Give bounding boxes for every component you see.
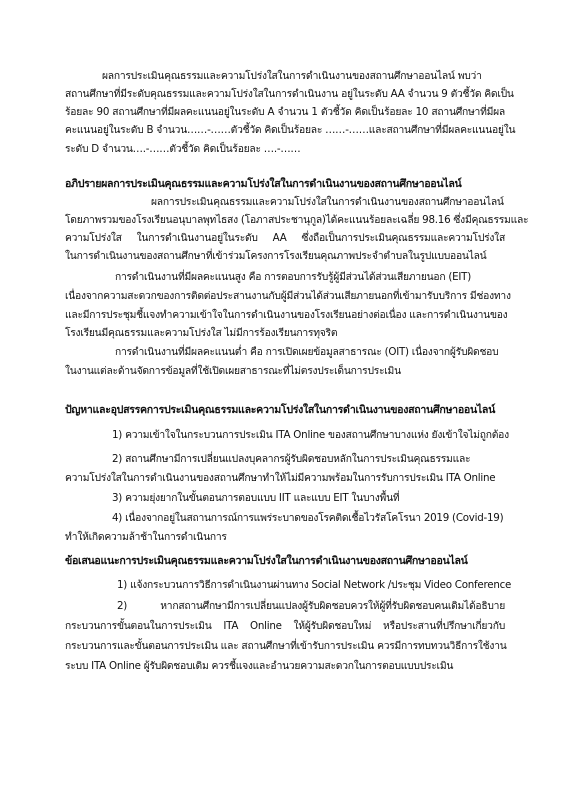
problem-item-4-line-1: 4) เนื่องจากอยู่ในสถานการณ์การแพร่ระบาดของโรคติดเชื้อไวรัสโคโรนา 2019 (Covid-19) (112, 512, 504, 524)
suggestion-item-2-line-4: ระบบ ITA Online ผู้รับผิดชอบเดิม ควรชี้แจงและอำนวยความสะดวกในการตอบแบบประเมิน (65, 660, 454, 672)
suggestion-item-1: 1) แจ้งกระบวนการวิธีการดำเนินงานผ่านทาง Social Network /ประชุม Video Conference (117, 579, 512, 591)
discussion-p1-line-3: ความโปร่งใส ในการดำเนินงานอยู่ในระดับ AA ซึ่งถือเป็นการประเมินคุณธรรมและความโปร่งใส (65, 232, 505, 244)
discussion-p3-line-2: ในงานแต่ละด้านจัดการข้อมูลที่ใช้เปิดเผยสาธารณะที่ไม่ตรงประเด็นการประเมิน (65, 365, 401, 377)
discussion-p1-line-1: ผลการประเมินคุณธรรมและความโปร่งใสในการดำเนินงานของสถานศึกษาออนไลน์ (151, 196, 504, 208)
summary-line-4: คะแนนอยู่ในระดับ B จำนวน……-……ตัวชี้วัด คิดเป็นร้อยละ ……-……และสถานศึกษาที่มีผลคะแนนอยู่ใน (65, 124, 516, 136)
problem-item-1: 1) ความเข้าใจในกระบวนการประเมิน ITA Online ของสถานศึกษาบางแห่ง ยังเข้าใจไม่ถูกต้อง (112, 429, 509, 441)
summary-line-5: ระดับ D จำนวน….-……ตัวชี้วัด คิดเป็นร้อยละ ….-…… (65, 143, 301, 155)
discussion-p2-line-2: เนื่องจากความสะดวกของการติดต่อประสานงานกับผู้มีส่วนได้ส่วนเสียภายนอกที่เข้ามารับบริการ มีช่องทาง (65, 290, 511, 302)
discussion-p1-line-2: โดยภาพรวมของโรงเรียนอนุบาลพุทไธสง (โอภาสประชานุกูล)ได้คะแนนร้อยละเฉลี่ย 98.16 ซึ่งมีคุณธรรมและ (65, 214, 529, 226)
suggestion-item-2-line-2: กระบวนการขั้นตอนในการประเมิน ITA Online ให้ผู้รับผิดชอบใหม่ หรือประสานที่ปรึกษาเกี่ยวกับ (65, 620, 505, 632)
discussion-p2-line-4: โรงเรียนมีคุณธรรมและความโปร่งใส ไม่มีการร้องเรียนการทุจริต (65, 327, 338, 339)
discussion-p3-line-1: การดำเนินงานที่มีผลคะแนนต่ำ คือ การเปิดเผยข้อมูลสาธารณะ (OIT) เนื่องจากผู้รับผิดชอบ (115, 346, 499, 358)
problem-item-3: 3) ความยุ่งยากในขั้นตอนการตอบแบบ IIT และแบบ EIT ในบางพื้นที่ (112, 492, 400, 504)
suggestion-item-2-line-3: กระบวนการและขั้นตอนการประเมิน และ สถานศึกษาที่เข้ารับการประเมิน ควรมีการทบทวนวิธีการใช้งาน (65, 640, 507, 652)
summary-line-3: ร้อยละ 90 สถานศึกษาที่มีผลคะแนนอยู่ในระดับ A จำนวน 1 ตัวชี้วัด คิดเป็นร้อยละ 10 สถานศึกษาที่มีผล (65, 106, 505, 118)
suggestion-item-2-line-1: 2) หากสถานศึกษามีการเปลี่ยนแปลงผู้รับผิดชอบควรให้ผู้ที่รับผิดชอบคนเดิมได้อธิบาย (117, 600, 505, 612)
discussion-p2-line-1: การดำเนินงานที่มีผลคะแนนสูง คือ การตอบการรับรู้ผู้มีส่วนได้ส่วนเสียภายนอก (EIT) (115, 271, 471, 283)
discussion-heading: อภิปรายผลการประเมินคุณธรรมและความโปร่งใสในการดำเนินงานของสถานศึกษาออนไลน์ (65, 178, 462, 190)
problem-item-2-line-1: 2) สถานศึกษามีการเปลี่ยนแปลงบุคลากรผู้รับผิดชอบหลักในการประเมินคุณธรรมและ (112, 453, 471, 465)
discussion-p2-line-3: และมีการประชุมชี้แจงทำความเข้าใจในการดำเนินงานของโรงเรียนอย่างต่อเนื่อง และการดำเนินงานของ (65, 309, 508, 321)
suggestions-heading: ข้อเสนอแนะการประเมินคุณธรรมและความโปร่งใสในการดำเนินงานของสถานศึกษาออนไลน์ (65, 555, 468, 567)
problem-item-2-line-2: ความโปร่งใสในการดำเนินงานของสถานศึกษาทำให้ไม่มีความพร้อมในการรับการประเมิน ITA Online (65, 472, 496, 484)
summary-line-1: ผลการประเมินคุณธรรมและความโปร่งใสในการดำเนินงานของสถานศึกษาออนไลน์ พบว่า (102, 70, 482, 82)
summary-line-2: สถานศึกษาที่มีระดับคุณธรรมและความโปร่งใสในการดำเนินงาน อยู่ในระดับ AA จำนวน 9 ตัวชี้วัด คิดเป็น (65, 88, 514, 100)
discussion-p1-line-4: ในการดำเนินงานของสถานศึกษาที่เข้าร่วมโครงการโรงเรียนคุณภาพประจำตำบลในรูปแบบออนไลน์ (65, 250, 487, 262)
problem-item-4-line-2: ทำให้เกิดความล้าช้าในการดำเนินการ (65, 531, 227, 543)
problems-heading: ปัญหาและอุปสรรคการประเมินคุณธรรมและความโปร่งใสในการดำเนินงานของสถานศึกษาออนไลน์ (65, 404, 496, 416)
